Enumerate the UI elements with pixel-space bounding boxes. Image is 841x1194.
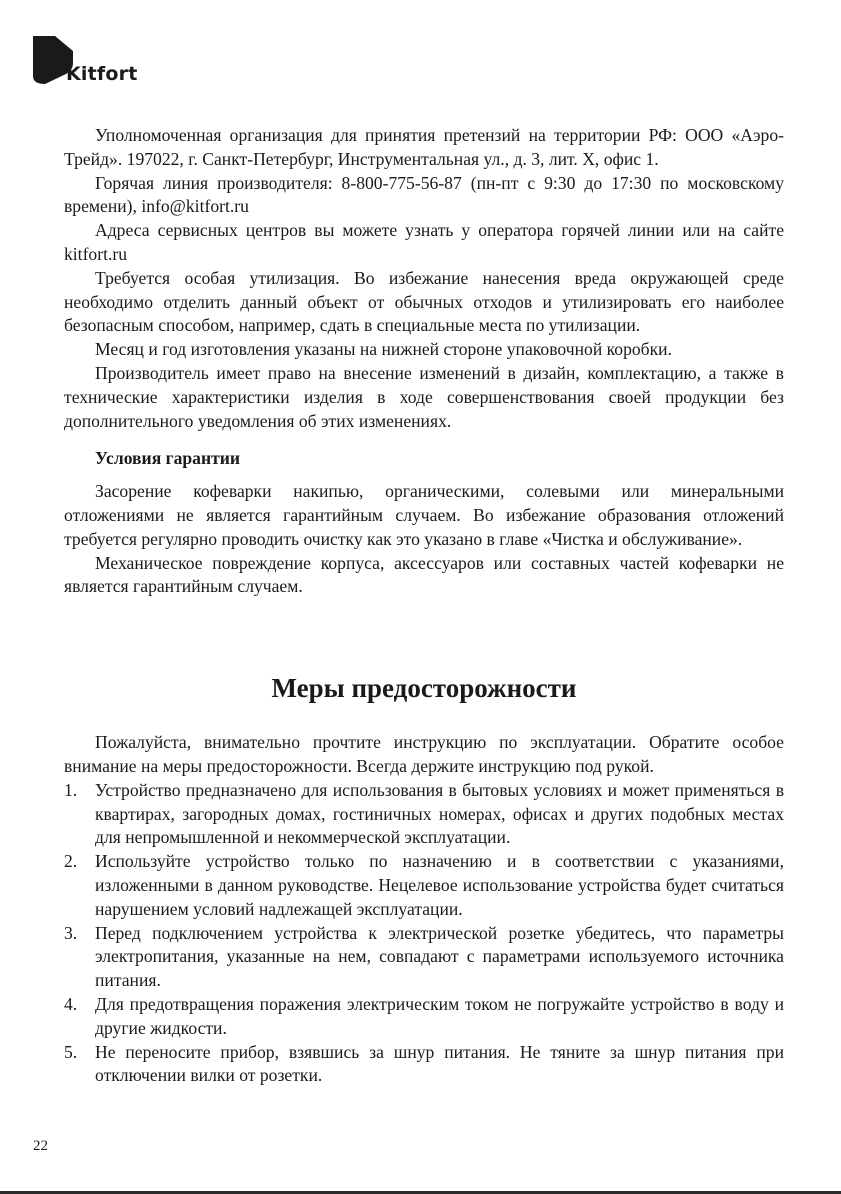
list-item-number: 3.: [64, 922, 78, 943]
precautions-section: [64, 673, 784, 1088]
contacts-paragraph: Горячая линия производителя: 8-800-775-56-87 (пн-пт с 9:30 до 17:30 по московскому времени), info@kitfort.ru: [64, 172, 784, 217]
brand-name: Kitfort: [66, 63, 138, 85]
warranty-terms-section: [64, 447, 784, 599]
list-item-text: Для предотвращения поражения электрическим током не погружайте устройство в воду и другие жидкости.: [95, 993, 784, 1038]
list-item-number: 5.: [64, 1041, 78, 1062]
list-item-text: Устройство предназначено для использования в бытовых условиях и может применяться в квартирах, загородных домах, гостиничных номерах, офисах и других подобных местах для непромышленной и некоммерческой эксплуатации.: [95, 779, 784, 848]
list-item: [64, 1041, 784, 1089]
list-item: [64, 779, 784, 850]
list-item: [64, 850, 784, 921]
page-title: Меры предосторожности: [271, 673, 577, 704]
warranty-paragraph: Механическое повреждение корпуса, аксессуаров или составных частей кофеварки не является гарантийным случаем.: [64, 552, 784, 597]
list-item-text: Перед подключением устройства к электрической розетке убедитесь, что параметры электропитания, указанные на нем, совпадают с параметрами используемого источника питания.: [95, 922, 784, 991]
page-number: 22: [33, 1138, 48, 1154]
warranty-paragraph: Засорение кофеварки накипью, органическими, солевыми или минеральными отложениями не является гарантийным случаем. Во избежание образования отложений требуется регулярно проводить очистку как это указано в главе «Чистка и обслуживание».: [64, 481, 784, 549]
contacts-paragraph: Производитель имеет право на внесение изменений в дизайн, комплектацию, а также в технические характеристики изделия в ходе совершенствования своей продукции без дополнительного уведомления об этих изменениях.: [64, 362, 784, 431]
list-item-number: 4.: [64, 993, 78, 1014]
section-heading: Условия гарантии: [95, 448, 241, 469]
page-content: [64, 124, 784, 1088]
list-item-number: 2.: [64, 851, 78, 872]
list-item-text: Используйте устройство только по назначению и в соответствии с указаниями, изложенными в данном руководстве. Нецелевое использование устройства будет считаться нарушением условий надлежащей эксплуатации.: [95, 851, 784, 919]
list-item-text: Не переносите прибор, взявшись за шнур питания. Не тяните за шнур питания при отключении вилки от розетки.: [95, 1041, 784, 1086]
list-item: [64, 922, 784, 993]
contacts-paragraph: Уполномоченная организация для принятия претензий на территории РФ: ООО «Аэро-Трейд». 197022, г. Санкт-Петербург, Инструментальная ул., д. 3, лит. Х, офис 1.: [64, 125, 784, 169]
precautions-intro: Пожалуйста, внимательно прочтите инструкцию по эксплуатации. Обратите особое внимание на меры предосторожности. Всегда держите инструкцию под рукой.: [64, 732, 784, 776]
contacts-paragraph: Адреса сервисных центров вы можете узнать у оператора горячей линии или на сайте kitfort.ru: [64, 220, 784, 264]
precautions-list: [64, 779, 784, 1088]
list-item-number: 1.: [64, 779, 78, 800]
brand-logo: [33, 36, 138, 84]
contacts-paragraph: Месяц и год изготовления указаны на нижней стороне упаковочной коробки.: [95, 339, 672, 360]
warranty-contacts-section: [64, 124, 784, 433]
contacts-paragraph: Требуется особая утилизация. Во избежание нанесения вреда окружающей среде необходимо отделить данный объект от обычных отходов и утилизировать его наиболее безопасным способом, например, сдать в специальные места по утилизации.: [64, 267, 784, 336]
list-item: [64, 993, 784, 1041]
